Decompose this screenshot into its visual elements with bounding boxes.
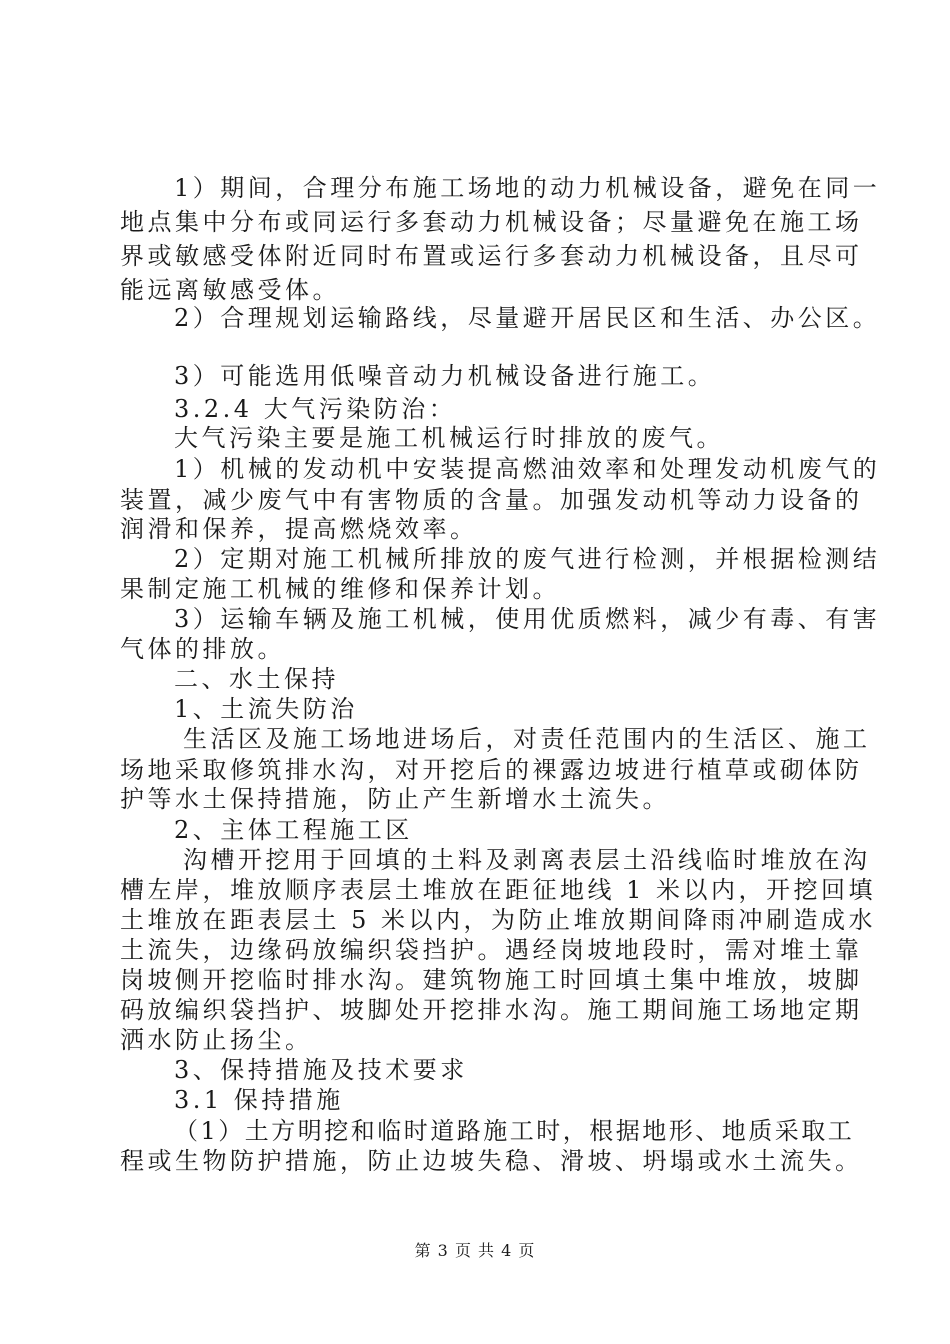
- text-line: 3）运输车辆及施工机械，使用优质燃料，减少有毒、有害: [174, 605, 881, 633]
- text-line: （1）土方明挖和临时道路施工时，根据地形、地质采取工: [174, 1117, 855, 1145]
- text-line: 程或生物防护措施，防止边坡失稳、滑坡、坍塌或水土流失。: [120, 1147, 863, 1175]
- text-line: 洒水防止扬尘。: [120, 1026, 313, 1054]
- text-line: 码放编织袋挡护、坡脚处开挖排水沟。施工期间施工场地定期: [120, 996, 863, 1024]
- text-line: 2）定期对施工机械所排放的废气进行检测，并根据检测结: [174, 545, 881, 573]
- text-line: 场地采取修筑排水沟，对开挖后的裸露边坡进行植草或砌体防: [120, 756, 863, 784]
- text-line: 1）期间，合理分布施工场地的动力机械设备，避免在同一: [174, 174, 881, 202]
- text-line: 岗坡侧开挖临时排水沟。建筑物施工时回填土集中堆放，坡脚: [120, 966, 863, 994]
- text-line: 3）可能选用低噪音动力机械设备进行施工。: [174, 362, 716, 390]
- section-heading: 3.1 保持措施: [174, 1086, 344, 1114]
- text-line: 大气污染主要是施工机械运行时排放的废气。: [174, 424, 724, 452]
- text-line: 槽左岸，堆放顺序表层土堆放在距征地线 1 米以内，开挖回填: [120, 876, 877, 904]
- text-line: 润滑和保养，提高燃烧效率。: [120, 515, 478, 543]
- text-line: 果制定施工机械的维修和保养计划。: [120, 575, 560, 603]
- text-line: 地点集中分布或同运行多套动力机械设备；尽量避免在施工场: [120, 208, 863, 236]
- section-heading: 二、水土保持: [174, 665, 339, 693]
- text-line: 土流失，边缘码放编织袋挡护。遇经岗坡地段时，需对堆土靠: [120, 936, 863, 964]
- text-line: 生活区及施工场地进场后，对责任范围内的生活区、施工: [183, 725, 871, 753]
- text-line: 界或敏感受体附近同时布置或运行多套动力机械设备，且尽可: [120, 242, 863, 270]
- text-line: 能远离敏感受体。: [120, 276, 340, 304]
- page-number: 第 3 页 共 4 页: [414, 1241, 536, 1260]
- text-line: 护等水土保持措施，防止产生新增水土流失。: [120, 785, 670, 813]
- text-line: 2）合理规划运输路线，尽量避开居民区和生活、办公区。: [174, 304, 881, 332]
- text-line: 装置，减少废气中有害物质的含量。加强发动机等动力设备的: [120, 486, 863, 514]
- section-heading: 1、土流失防治: [174, 695, 358, 723]
- section-heading: 2、主体工程施工区: [174, 816, 413, 844]
- text-line: 沟槽开挖用于回填的土料及剥离表层土沿线临时堆放在沟: [183, 846, 871, 874]
- text-line: 土堆放在距表层土 5 米以内，为防止堆放期间降雨冲刷造成水: [120, 906, 877, 934]
- text-line: 气体的排放。: [120, 635, 285, 663]
- text-line: 3.2.4 大气污染防治：: [174, 395, 457, 423]
- section-heading: 3、保持措施及技术要求: [174, 1056, 468, 1084]
- text-line: 1）机械的发动机中安装提高燃油效率和处理发动机废气的: [174, 455, 881, 483]
